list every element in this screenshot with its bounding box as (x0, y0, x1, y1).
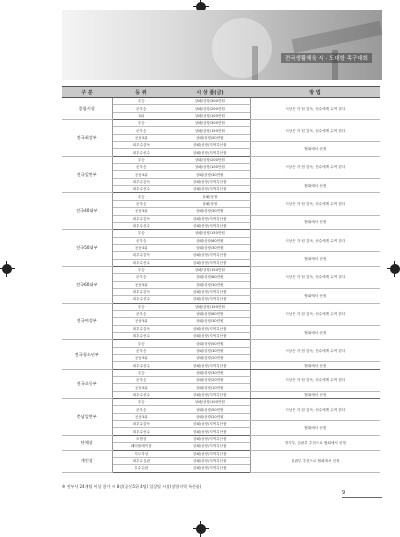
prize-cell: 상패/상장/20만원 (170, 413, 250, 420)
prize-cell: 상패/상장/지역특산품 (170, 333, 250, 340)
rank-cell: 준우승 (112, 347, 170, 354)
rank-cell: 우승 (112, 120, 170, 127)
method-cell: 협회에서 선정 (250, 142, 380, 157)
prize-cell: 상패/상장/지역특산품 (170, 457, 250, 464)
prize-cell: 상패/상장/10만원 (170, 384, 250, 391)
rank-cell: 페어플레이상 (112, 443, 170, 450)
rank-cell: 준우승 (112, 406, 170, 413)
table-row (62, 156, 380, 163)
rank-cell: 최우수선수 (112, 333, 170, 340)
prize-cell: 상패/상장/80만원 (170, 274, 250, 281)
prize-cell: 상패/상장/80만원 (170, 237, 250, 244)
prize-cell: 상패/상장/150만원 (170, 303, 250, 310)
rank-cell: 최우수선수 (112, 259, 170, 266)
method-cell: 시상은 각 팀 감독, 선수에게 수여 한다 (250, 120, 380, 142)
method-cell: 시상은 각 팀 감독, 선수에게 수여 한다 (250, 230, 380, 252)
prize-cell: 상패/상장/지역특산품 (170, 325, 250, 332)
method-cell: 시상은 각 팀 감독, 선수에게 수여 한다 (250, 340, 380, 362)
header-division: 구 분 (62, 87, 112, 98)
rank-cell: 공동3위 (112, 281, 170, 288)
prize-cell: 상패/상장/지역특산품 (170, 450, 250, 457)
prize-cell: 상패/상장/30만원 (170, 281, 250, 288)
prize-cell: 상패/상장/지역특산품 (170, 186, 250, 193)
prize-cell: 상패/상장/30만원 (170, 208, 250, 215)
rank-cell: 최우수감독 (112, 178, 170, 185)
table-header-row (62, 87, 380, 98)
method-cell: 시상은 각 팀 감독, 선수에게 수여 한다 (250, 193, 380, 215)
method-cell: 심판부 추천으로 협회에서 선정 (250, 450, 380, 472)
rank-cell: 준우승 (112, 237, 170, 244)
table-row (62, 230, 380, 237)
rank-cell: 최우수선수 (112, 222, 170, 229)
prize-cell: 상패/상장/지역특산품 (170, 215, 250, 222)
table-row (62, 193, 380, 200)
prize-cell: 상패/상장/200만원 (170, 105, 250, 112)
prize-cell: 상패/상장/지역특산품 (170, 149, 250, 156)
registration-mark-right (390, 264, 400, 274)
rank-cell: 우승 (112, 340, 170, 347)
table-row (62, 450, 380, 457)
division-cell: 전국50대부 (62, 230, 112, 267)
rank-cell: 우승 (112, 303, 170, 310)
method-cell: 협회에서 선정 (250, 362, 380, 369)
registration-mark-left (2, 264, 12, 274)
method-cell: 시상은 각 팀 감독, 선수에게 수여 한다 (250, 98, 380, 120)
rank-cell: 우승 (112, 399, 170, 406)
rank-cell: 준우승 (112, 377, 170, 384)
division-cell: 전국최강부 (62, 120, 112, 157)
prize-cell: 상패/상장/지역특산품 (170, 465, 250, 472)
division-cell: 충남일반부 (62, 399, 112, 436)
rank-cell: 준우승 (112, 127, 170, 134)
rank-cell: 우승 (112, 230, 170, 237)
banner-ball-shape (212, 18, 272, 78)
rank-cell: 최우수감독 (112, 252, 170, 259)
prize-cell: 상패/상장/지역특산품 (170, 443, 250, 450)
method-cell: 협회에서 선정 (250, 325, 380, 340)
prize-cell: 상패/상장/50만원 (170, 406, 250, 413)
division-cell: 전국40대부 (62, 193, 112, 230)
prize-cell: 상패/상장/지역특산품 (170, 178, 250, 185)
prize-cell: 상패/상장/300만원 (170, 98, 250, 105)
prize-cell: 상패/상장/30만원 (170, 171, 250, 178)
method-cell: 시상은 각 팀 감독, 선수에게 수여 한다 (250, 266, 380, 288)
banner-player-shape (292, 21, 382, 53)
header-method: 방 법 (250, 87, 380, 98)
method-cell: 시상은 각 팀 감독, 선수에게 수여 한다 (250, 399, 380, 421)
prize-cell: 상패/상장/지역특산품 (170, 222, 250, 229)
method-cell: 협회에서 선정 (250, 215, 380, 230)
prize-cell: 상패/상장/80만원 (170, 310, 250, 317)
rank-cell: 공동3위 (112, 318, 170, 325)
method-cell: 협회에서 선정 (250, 421, 380, 436)
prize-cell: 상패/상장/150만원 (170, 266, 250, 273)
rank-cell: 준우승 (112, 310, 170, 317)
prize-cell: 상패/상장/지역특산품 (170, 252, 250, 259)
prize-cell: 상패/상장/100만원 (170, 164, 250, 171)
rank-cell: 최우수선수 (112, 149, 170, 156)
method-cell: 경기부, 심판부 추천으로 협회에서 선정 (250, 435, 380, 450)
prize-cell: 상패/상장/지역특산품 (170, 142, 250, 149)
rank-cell: 최우수감독 (112, 421, 170, 428)
prize-cell: 상패/상장/100만원 (170, 112, 250, 119)
rank-cell: 공동3위 (112, 384, 170, 391)
footnote: ※ 전부서 24개팀 이상 참가 시 8강(공동5위 4팀) 입상팀 시상(장양지역 특산품) (62, 484, 202, 489)
method-cell: 협회에서 선정 (250, 252, 380, 267)
rank-cell: 최우수감독 (112, 288, 170, 295)
prize-cell: 상패/상장/지역특산품 (170, 296, 250, 303)
prize-cell: 상패/상장/100만원 (170, 399, 250, 406)
rank-cell: 모범상 (112, 435, 170, 442)
rank-cell: 최우수감독 (112, 325, 170, 332)
rank-cell: 최우수선수 (112, 186, 170, 193)
header-banner-photo (62, 10, 382, 80)
prize-cell: 상패/상장/지역특산품 (170, 435, 250, 442)
division-cell: 단체상 (62, 435, 112, 450)
prize-cell: 상패/상장/지역특산품 (170, 259, 250, 266)
prize-cell: 상패/상장/지역특산품 (170, 421, 250, 428)
prize-cell: 상패/상장/30만원 (170, 318, 250, 325)
registration-mark-bottom (196, 524, 206, 534)
method-cell: 협회에서 선정 (250, 288, 380, 303)
division-cell: 전국청소년부 (62, 340, 112, 369)
prize-cell: 상패/상장/지역특산품 (170, 428, 250, 435)
banner-title: 전국생활체육 시 · 도대항 족구대회 (281, 53, 372, 63)
method-cell: 시상은 각 팀 감독, 선수에게 수여 한다 (250, 303, 380, 325)
rank-cell: 준우승 (112, 164, 170, 171)
method-cell: 협회에서 선정 (250, 178, 380, 193)
prize-cell: 상패/상장/지역특산품 (170, 362, 250, 369)
rank-cell: 공동3위 (112, 208, 170, 215)
table-row (62, 399, 380, 406)
rank-cell: 공동3위 (112, 171, 170, 178)
rank-cell: 지도자상 (112, 450, 170, 457)
division-cell: 개인상 (62, 450, 112, 472)
prize-cell: 상패/상장/200만원 (170, 156, 250, 163)
rank-cell: 우승 (112, 193, 170, 200)
header-prize: 시 상 품(금) (170, 87, 250, 98)
prize-cell: 상패/상장/30만원 (170, 244, 250, 251)
division-cell: 전국60대부 (62, 266, 112, 303)
rank-cell: 우승 (112, 98, 170, 105)
division-cell: 전국초등부 (62, 369, 112, 398)
division-cell: 전국여성부 (62, 303, 112, 340)
rank-cell: 최우수선수 (112, 428, 170, 435)
page-number: 9 (342, 490, 346, 496)
table-row (62, 435, 380, 442)
prize-cell: 상패/상장/150만원 (170, 230, 250, 237)
prize-cell: 상패/상장/30만원 (170, 369, 250, 376)
rank-cell: 최우수선수 (112, 362, 170, 369)
prize-cell: 상패/상장/20만원 (170, 377, 250, 384)
rank-cell: 최우수심판 (112, 457, 170, 464)
rank-cell: 3위 (112, 112, 170, 119)
rank-cell: 최우수감독 (112, 142, 170, 149)
table-row (62, 340, 380, 347)
prize-cell: 상패/상장/지역특산품 (170, 391, 250, 398)
rank-cell: 최우수선수 (112, 391, 170, 398)
rank-cell: 공동3위 (112, 355, 170, 362)
table-row (62, 120, 380, 127)
rank-cell: 최우수선수 (112, 296, 170, 303)
prize-cell: 상패/상장 (170, 200, 250, 207)
rank-cell: 우승 (112, 156, 170, 163)
prize-cell: 상패/상장/30만원 (170, 347, 250, 354)
table-row (62, 369, 380, 376)
prize-cell: 상패/상장/150만원 (170, 127, 250, 134)
method-cell: 시상은 각 팀 감독, 선수에게 수여 한다 (250, 369, 380, 391)
division-cell: 전국일반부 (62, 156, 112, 193)
rank-cell: 준우승 (112, 274, 170, 281)
rank-cell: 우승 (112, 369, 170, 376)
prize-cell: 상패/상장 (170, 193, 250, 200)
method-cell: 시상은 각 팀 감독, 선수에게 수여 한다 (250, 156, 380, 178)
table-row (62, 98, 380, 105)
rank-cell: 준우승 (112, 200, 170, 207)
prize-cell: 상패/상장/20만원 (170, 355, 250, 362)
rank-cell: 공동3위 (112, 244, 170, 251)
prize-cell: 상패/상장/300만원 (170, 120, 250, 127)
table-row (62, 266, 380, 273)
awards-table (62, 86, 380, 473)
rank-cell: 우승 (112, 266, 170, 273)
header-rank: 등 위 (112, 87, 170, 98)
awards-body (62, 98, 380, 473)
page-number-rule (342, 497, 382, 498)
rank-cell: 공동3위 (112, 413, 170, 420)
rank-cell: 공동3위 (112, 134, 170, 141)
table-row (62, 303, 380, 310)
division-cell: 종합시상 (62, 98, 112, 120)
method-cell: 협회에서 선정 (250, 391, 380, 398)
rank-cell: 최우수감독 (112, 215, 170, 222)
rank-cell: 우수심판 (112, 465, 170, 472)
prize-cell: 상패/상장/50만원 (170, 340, 250, 347)
banner-leg-shape (252, 46, 258, 80)
prize-cell: 상패/상장/50만원 (170, 134, 250, 141)
prize-cell: 상패/상장/지역특산품 (170, 288, 250, 295)
rank-cell: 준우승 (112, 105, 170, 112)
